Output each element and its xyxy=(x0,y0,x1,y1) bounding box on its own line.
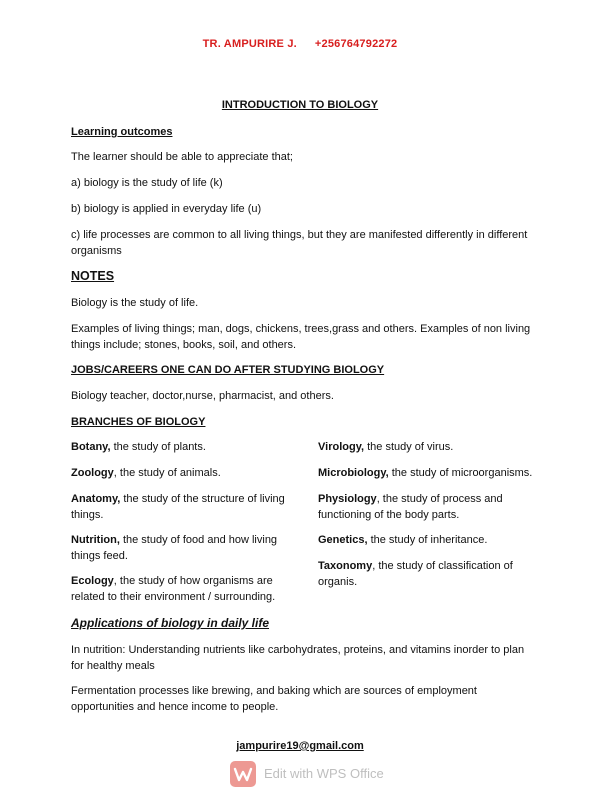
author-header xyxy=(0,36,600,52)
branch-item: Ecology, the study of how organisms are related to their environment / surrounding. xyxy=(71,575,276,603)
branch-item: Anatomy, the study of the structure of living things. xyxy=(71,493,285,521)
wps-logo-icon xyxy=(230,761,256,787)
learning-outcomes-heading: Learning outcomes xyxy=(71,126,173,138)
living-nonliving-examples: Examples of living things; man, dogs, chickens, trees,grass and others. Examples of non living things include; stones, books, soil, and others. xyxy=(71,323,531,351)
branch-item: Virology, the study of virus. xyxy=(318,441,454,453)
learning-intro: The learner should be able to appreciate that; xyxy=(71,151,293,163)
author-phone: +256764792272 xyxy=(314,38,398,50)
branch-item: Microbiology, the study of microorganisms. xyxy=(318,467,533,479)
notes-heading: NOTES xyxy=(71,269,115,283)
branch-item: Taxonomy, the study of classification of organis. xyxy=(318,560,513,588)
wps-watermark-text: Edit with WPS Office xyxy=(264,766,384,781)
branch-item: Botany, the study of plants. xyxy=(71,441,206,453)
branch-item: Genetics, the study of inheritance. xyxy=(318,534,488,546)
branches-heading: BRANCHES OF BIOLOGY xyxy=(71,416,206,428)
biology-definition: Biology is the study of life. xyxy=(71,297,199,309)
branch-item: Physiology, the study of process and functioning of the body parts. xyxy=(318,493,503,521)
outcome-a: a) biology is the study of life (k) xyxy=(71,177,223,189)
branches-left-column xyxy=(71,439,289,614)
branches-right-column xyxy=(318,439,543,599)
branch-item: Zoology, the study of animals. xyxy=(71,467,221,479)
careers-heading: JOBS/CAREERS ONE CAN DO AFTER STUDYING BIOLOGY xyxy=(71,364,385,376)
outcome-c: c) life processes are common to all living things, but they are manifested differently in different organisms xyxy=(71,229,528,257)
document-title: INTRODUCTION TO BIOLOGY xyxy=(221,99,379,111)
applications-heading: Applications of biology in daily life xyxy=(71,616,270,630)
author-email: jampurire19@gmail.com xyxy=(236,740,364,752)
author-name: TR. AMPURIRE J. xyxy=(202,38,297,50)
branch-item: Nutrition, the study of food and how living things feed. xyxy=(71,534,278,562)
application-fermentation: Fermentation processes like brewing, and baking which are sources of employment opportunities and hence income to people. xyxy=(71,685,477,713)
application-nutrition: In nutrition: Understanding nutrients like carbohydrates, proteins, and vitamins inorder to plan for healthy meals xyxy=(71,644,525,672)
careers-text: Biology teacher, doctor,nurse, pharmacist, and others. xyxy=(71,390,334,402)
outcome-b: b) biology is applied in everyday life (u) xyxy=(71,203,262,215)
wps-watermark[interactable] xyxy=(230,760,384,788)
